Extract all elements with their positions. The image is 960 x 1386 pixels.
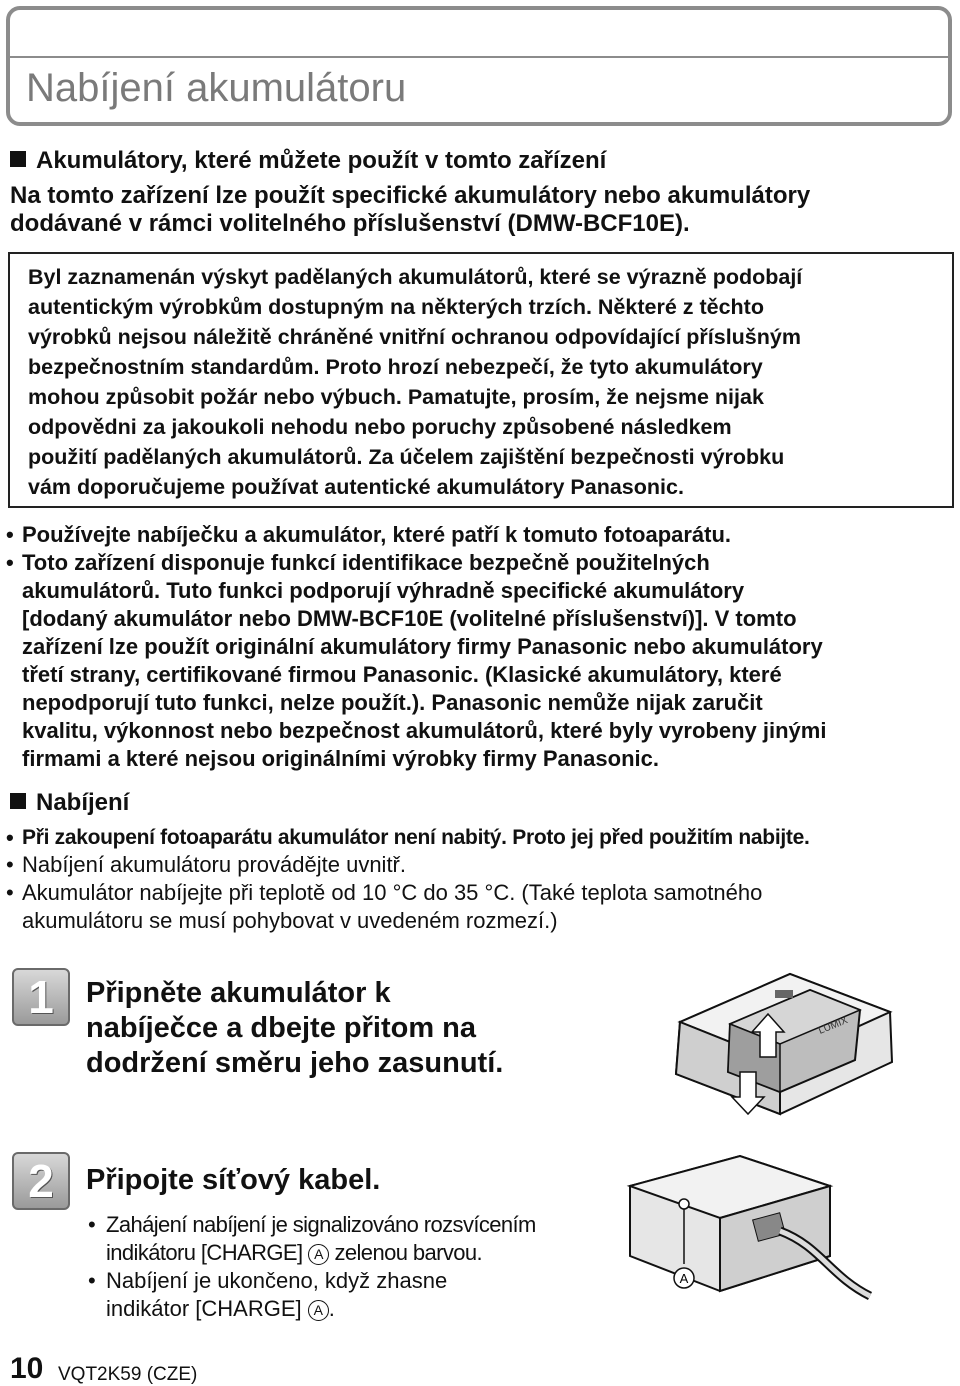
warning-line: vám doporučujeme používat autentické akumulátory Panasonic. bbox=[28, 475, 684, 499]
bullet-item-cont: kvalitu, výkonnost nebo bezpečnost akumulátorů, které byly vyrobeny jinými bbox=[22, 718, 827, 743]
bullet-item: Toto zařízení disponuje funkcí identifikace bezpečně použitelných bbox=[22, 550, 710, 575]
page-number: 10 bbox=[10, 1352, 44, 1385]
section-heading-charging: Nabíjení bbox=[10, 789, 129, 817]
section-heading-batteries: Akumulátory, které můžete použít v tomto zařízení bbox=[10, 147, 606, 175]
bullet-item-cont: akumulátoru se musí pohybovat v uvedeném rozmezí.) bbox=[22, 908, 558, 933]
marker-a-label: A bbox=[679, 1271, 689, 1286]
warning-line: autentickým výrobkům dostupným na některých trzích. Některé z těchto bbox=[28, 295, 764, 319]
step2-note-line: indikátor [CHARGE] A . bbox=[106, 1296, 335, 1321]
intro-line-2: dodávané v rámci volitelného příslušenství (DMW-BCF10E). bbox=[10, 210, 690, 237]
marker-a-icon: A bbox=[308, 1300, 329, 1321]
bullet-item-cont: třetí strany, certifikované firmou Panasonic. (Klasické akumulátory, které bbox=[22, 662, 782, 687]
step-number-badge: 2 bbox=[12, 1152, 70, 1210]
bullet-icon: • bbox=[88, 1212, 96, 1237]
charger-cable-illustration bbox=[620, 1146, 890, 1316]
bullet-item: Používejte nabíječku a akumulátor, které patří k tomuto fotoaparátu. bbox=[22, 522, 732, 547]
title-divider bbox=[10, 56, 950, 58]
bullet-icon: • bbox=[88, 1268, 96, 1293]
step2-text: Připojte síťový kabel. bbox=[86, 1164, 381, 1196]
warning-line: odpovědni za jakoukoli nehodu nebo poruchy způsobené následkem bbox=[28, 415, 732, 439]
square-bullet-icon bbox=[10, 151, 26, 167]
bullet-icon: • bbox=[6, 825, 14, 850]
warning-line: výrobků nejsou náležitě chráněné vnitřní ochranou odpovídající příslušným bbox=[28, 325, 801, 349]
step1-text-line: Připněte akumulátor k bbox=[86, 977, 391, 1009]
warning-line: mohou způsobit požár nebo výbuch. Pamatujte, prosím, že nejsme nijak bbox=[28, 385, 764, 409]
bullet-icon: • bbox=[6, 522, 14, 547]
step-number-badge: 1 bbox=[12, 968, 70, 1026]
intro-line-1: Na tomto zařízení lze použít specifické akumulátory nebo akumulátory bbox=[10, 182, 811, 209]
warning-line: Byl zaznamenán výskyt padělaných akumulátorů, které se výrazně podobají bbox=[28, 265, 803, 289]
bullet-item-cont: [dodaný akumulátor nebo DMW-BCF10E (volitelné příslušenství)]. V tomto bbox=[22, 606, 797, 631]
bullet-item: Při zakoupení fotoaparátu akumulátor není nabitý. Proto jej před použitím nabijte. bbox=[22, 826, 810, 849]
bullet-item-cont: zařízení lze použít originální akumulátory firmy Panasonic nebo akumulátory bbox=[22, 634, 823, 659]
step2-note-line: Zahájení nabíjení je signalizováno rozsvícením bbox=[106, 1212, 536, 1237]
bullet-icon: • bbox=[6, 852, 14, 877]
warning-line: použití padělaných akumulátorů. Za účelem zajištění bezpečnosti výrobku bbox=[28, 445, 785, 469]
document-code: VQT2K59 (CZE) bbox=[58, 1364, 198, 1385]
bullet-item-cont: akumulátorů. Tuto funkci podporují výhradně specifické akumulátory bbox=[22, 578, 745, 603]
bullet-item: Akumulátor nabíjejte při teplotě od 10 °C do 35 °C. (Také teplota samotného bbox=[22, 880, 763, 905]
step1-text-line: dodržení směru jeho zasunutí. bbox=[86, 1047, 504, 1079]
step2-note-line: indikátoru [CHARGE] A zelenou barvou. bbox=[106, 1240, 483, 1265]
warning-line: bezpečnostním standardům. Proto hrozí nebezpečí, že tyto akumulátory bbox=[28, 355, 763, 379]
step1-text-line: nabíječce a dbejte přitom na bbox=[86, 1012, 476, 1044]
page-title: Nabíjení akumulátoru bbox=[26, 66, 407, 110]
bullet-icon: • bbox=[6, 550, 14, 575]
charger-battery-illustration bbox=[660, 962, 900, 1132]
battery-label: LUMIX bbox=[817, 1015, 850, 1037]
bullet-icon: • bbox=[6, 880, 14, 905]
marker-a-icon: A bbox=[308, 1244, 329, 1265]
bullet-item: Nabíjení akumulátoru provádějte uvnitř. bbox=[22, 852, 406, 877]
bullet-item-cont: nepodporují tuto funkci, nelze použít.). Panasonic nemůže nijak zaručit bbox=[22, 690, 763, 715]
square-bullet-icon bbox=[10, 793, 26, 809]
step2-note-line: Nabíjení je ukončeno, když zhasne bbox=[106, 1268, 448, 1293]
bullet-item-cont: firmami a které nejsou originálními výrobky firmy Panasonic. bbox=[22, 746, 659, 771]
